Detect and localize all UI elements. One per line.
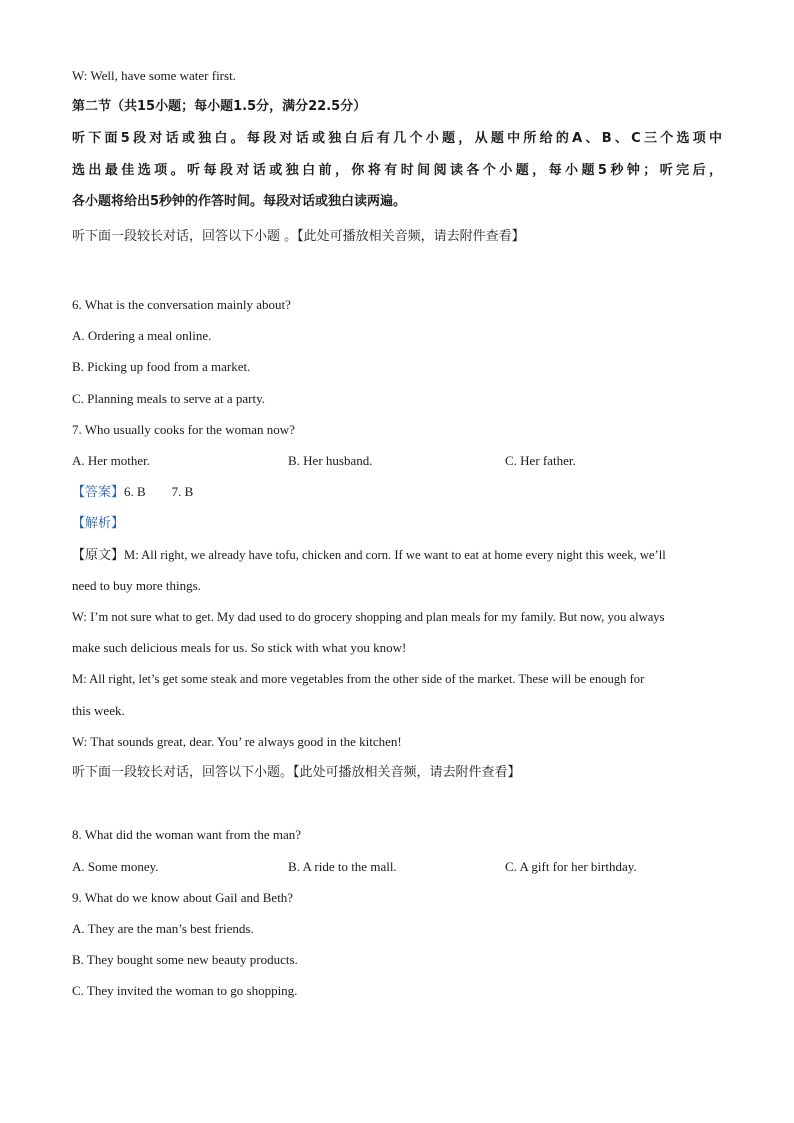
transcript-line: this week. [72,703,125,718]
transcript-line: W: That sounds great, dear. You’ re always good in the kitchen! [72,734,402,749]
instruction-line: 选出最佳选项。听每段对话或独白前，你将有时间阅读各个小题，每小题5秒钟；听完后， [72,163,722,178]
transcript-line: M: All right, let’s get some steak and more vegetables from the other side of the market. These will be enough for [72,672,645,686]
section-heading: 第二节（共15小题；每小题1.5分，满分22.5分） [72,99,367,114]
transcript-line: make such delicious meals for us. So stick with what you know! [72,640,407,655]
question-9: 9. What do we know about Gail and Beth? [72,890,294,905]
answer-line [72,484,722,501]
answer-label: 【答案】 [72,485,125,500]
option-9c: C. They invited the woman to go shopping. [72,983,298,998]
option-8c: C. A gift for her birthday. [505,859,637,874]
option-8b: B. A ride to the mall. [288,859,397,874]
question-8: 8. What did the woman want from the man? [72,827,302,842]
option-7c: C. Her father. [505,453,576,468]
option-9a: A. They are the man’s best friends. [72,921,254,936]
original-label: 【原文】 [72,548,125,563]
instruction-line: 听下面5段对话或独白。每段对话或独白后有几个小题，从题中所给的A、B、C三个选项中 [72,131,722,146]
option-6b: B. Picking up food from a market. [72,359,251,374]
transcript-line: need to buy more things. [72,578,201,593]
option-6c: C. Planning meals to serve at a party. [72,391,266,406]
option-9b: B. They bought some new beauty products. [72,952,298,967]
analysis-label: 【解析】 [72,516,125,531]
answer-text: 6. B 7. B [124,484,194,499]
options-row-8 [72,859,722,875]
option-8a: A. Some money. [72,859,159,874]
passage-intro: 听下面一段较长对话，回答以下小题。【此处可播放相关音频，请去附件查看】 [72,765,521,780]
passage-intro: 听下面一段较长对话，回答以下小题 。【此处可播放相关音频，请去附件查看】 [72,229,525,244]
question-7: 7. Who usually cooks for the woman now? [72,422,295,437]
transcript-line [72,547,722,564]
option-7a: A. Her mother. [72,453,150,468]
options-row-7 [72,453,722,469]
dialogue-line: W: Well, have some water first. [72,68,236,83]
option-7b: B. Her husband. [288,453,373,468]
transcript-text: M: All right, we already have tofu, chicken and corn. If we want to eat at home every night this week, we’ll [124,548,666,562]
transcript-line: W: I’m not sure what to get. My dad used to do grocery shopping and plan meals for my family. But now, you always [72,610,665,624]
option-6a: A. Ordering a meal online. [72,328,212,343]
question-6: 6. What is the conversation mainly about? [72,297,291,312]
instruction-line: 各小题将给出5秒钟的作答时间。每段对话或独白读两遍。 [72,194,407,209]
